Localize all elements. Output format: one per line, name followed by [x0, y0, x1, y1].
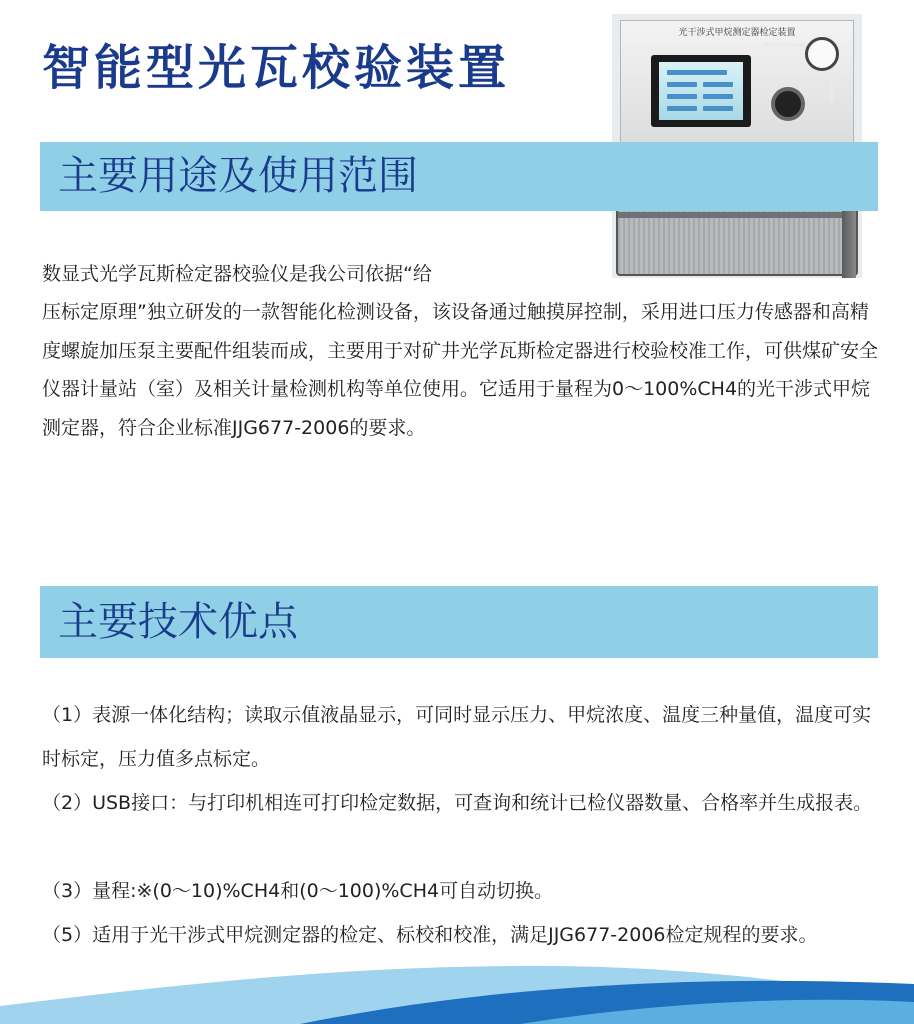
advantage-item: （3）量程:※(0～10)%CH4和(0～100)%CH4可自动切换。	[42, 880, 554, 902]
section-heading: 主要技术优点	[58, 599, 298, 645]
page-title: 智能型光瓦校验装置	[42, 40, 511, 96]
intro-paragraph: 压标定原理”独立研发的一款智能化检测设备，该设备通过触摸屏控制，采用进口压力传感器和高精度螺旋加压泵主要配件组装而成，主要用于对矿井光学瓦斯检定器进行校验校准工作，可供煤矿安全仪器计量站（室）及相关计量检测机构等单位使用。它适用于量程为0～100%CH4的光干涉式甲烷测定器，符合企业标准JJG677-2006的要求。	[42, 301, 879, 439]
device-touchscreen	[651, 55, 751, 127]
section-heading: 主要用途及使用范围	[58, 153, 418, 199]
device-control-unit	[620, 20, 854, 150]
pump-knob-icon	[771, 87, 805, 121]
advantage-item: （1）表源一体化结构；读取示值液晶显示，可同时显示压力、甲烷浓度、温度三种量值，温度可实时标定，压力值多点标定。	[42, 704, 872, 770]
intro-paragraph-line1: 数显式光学瓦斯检定器校验仪是我公司依据“给	[42, 263, 432, 285]
advantage-item: （2）USB接口：与打印机相连可打印检定数据，可查询和统计已检仪器数量、合格率并生成报表。	[42, 792, 873, 814]
device-panel-label: 光干涉式甲烷测定器检定装置	[678, 28, 796, 38]
section-header-advantages	[40, 586, 878, 658]
bottom-wave-decoration	[0, 944, 914, 1024]
advantage-item: （5）适用于光干涉式甲烷测定器的检定、标校和校准，满足JJG677-2006检定规程的要求。	[42, 924, 818, 946]
pressure-gauge-icon	[805, 37, 839, 71]
section-header-usage	[40, 142, 878, 211]
